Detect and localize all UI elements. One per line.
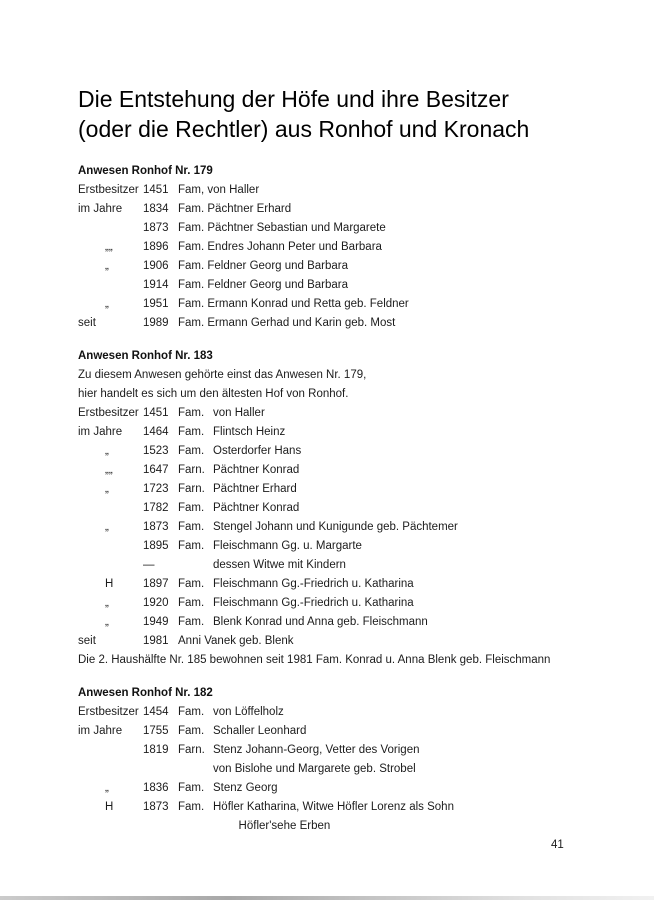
owner-row bbox=[78, 276, 612, 295]
owner-row bbox=[78, 556, 612, 575]
page-number: 41 bbox=[551, 839, 564, 851]
owner-row bbox=[78, 442, 612, 461]
owner-row bbox=[78, 594, 612, 613]
row-owner-name: dessen Witwe mit Kindern bbox=[213, 559, 346, 571]
owner-row bbox=[78, 314, 612, 333]
row-year: 1782 bbox=[143, 502, 169, 514]
row-label: im Jahre bbox=[78, 426, 123, 438]
row-label bbox=[78, 556, 143, 575]
row-year: 1896 bbox=[143, 241, 169, 253]
row-label bbox=[78, 760, 143, 779]
row-label: seit bbox=[78, 635, 96, 647]
sections-container bbox=[78, 162, 612, 836]
row-owner-name: Fleischmann Gg.-Friedrich u. Katharina bbox=[213, 597, 414, 609]
intro-line: hier handelt es sich um den ältesten Hof von Ronhof. bbox=[78, 388, 349, 400]
row-label: „ bbox=[105, 445, 109, 457]
row-owner-name: Pächtner Erhard bbox=[213, 483, 297, 495]
owner-row bbox=[78, 480, 612, 499]
row-year: 1920 bbox=[143, 597, 169, 609]
row-year: 1451 bbox=[143, 184, 169, 196]
anwesen-section bbox=[78, 347, 612, 670]
row-year: 1454 bbox=[143, 706, 169, 718]
row-label: Erstbesitzer bbox=[78, 706, 139, 718]
row-fam-prefix: Fam. bbox=[178, 801, 205, 813]
row-fam-prefix: Fam. bbox=[178, 540, 205, 552]
row-owner-name: Fleischmann Gg.-Friedrich u. Katharina bbox=[213, 578, 414, 590]
row-year: 1873 bbox=[143, 801, 169, 813]
owner-row bbox=[78, 423, 612, 442]
row-label: „„ bbox=[105, 241, 113, 253]
row-owner-name: Stenz Georg bbox=[213, 782, 278, 794]
row-year: 1647 bbox=[143, 464, 169, 476]
row-fam-prefix bbox=[178, 556, 213, 575]
row-fam-prefix: Fam. bbox=[178, 597, 205, 609]
owner-row bbox=[78, 798, 612, 817]
page-title-line2: (oder die Rechtler) aus Ronhof und Kronach bbox=[78, 116, 530, 142]
owner-row bbox=[78, 722, 612, 741]
row-fam-prefix: Fam. bbox=[178, 521, 205, 533]
row-year: 1464 bbox=[143, 426, 169, 438]
row-owner-name: Osterdorfer Hans bbox=[213, 445, 302, 457]
row-owner-name: Anni Vanek geb. Blenk bbox=[178, 635, 294, 647]
intro-line: Zu diesem Anwesen gehörte einst das Anwesen Nr. 179, bbox=[78, 369, 367, 381]
row-label: „ bbox=[105, 782, 109, 794]
owner-table bbox=[78, 181, 612, 333]
row-owner-name: von Löffelholz bbox=[213, 706, 284, 718]
row-year: 1451 bbox=[143, 407, 169, 419]
row-owner-name: Stenz Johann-Georg, Vetter des Vorigen bbox=[213, 744, 420, 756]
row-fam-prefix: Fam. bbox=[178, 578, 205, 590]
row-year: 1523 bbox=[143, 445, 169, 457]
row-year: 1819 bbox=[143, 744, 169, 756]
owner-table bbox=[78, 404, 612, 651]
row-owner-name: Fam. Pächtner Sebastian und Margarete bbox=[178, 222, 386, 234]
row-label bbox=[78, 817, 143, 836]
row-owner-name: Höfler'sehe Erben bbox=[213, 820, 331, 832]
row-label bbox=[78, 219, 143, 238]
row-owner-name: Höfler Katharina, Witwe Höfler Lorenz als Sohn bbox=[213, 801, 454, 813]
row-fam-prefix: Fam. bbox=[178, 782, 205, 794]
row-label bbox=[78, 276, 143, 295]
row-year: 1895 bbox=[143, 540, 169, 552]
section-heading: Anwesen Ronhof Nr. 183 bbox=[78, 350, 213, 362]
owner-row bbox=[78, 760, 612, 779]
owner-row bbox=[78, 613, 612, 632]
row-fam-prefix bbox=[178, 760, 213, 779]
owner-row bbox=[78, 200, 612, 219]
owner-row bbox=[78, 404, 612, 423]
row-label bbox=[78, 741, 143, 760]
row-owner-name: Fam. Ermann Gerhad und Karin geb. Most bbox=[178, 317, 396, 329]
row-label: H bbox=[105, 801, 114, 813]
row-owner-name: Flintsch Heinz bbox=[213, 426, 286, 438]
row-year: 1836 bbox=[143, 782, 169, 794]
section-heading: Anwesen Ronhof Nr. 179 bbox=[78, 165, 213, 177]
owner-row bbox=[78, 703, 612, 722]
row-owner-name: Fam. Endres Johann Peter und Barbara bbox=[178, 241, 382, 253]
row-label: seit bbox=[78, 317, 96, 329]
row-fam-prefix bbox=[178, 817, 213, 836]
owner-row bbox=[78, 575, 612, 594]
page-content bbox=[78, 84, 612, 836]
row-fam-prefix: Fam. bbox=[178, 407, 205, 419]
owner-row bbox=[78, 257, 612, 276]
owner-row bbox=[78, 499, 612, 518]
owner-row bbox=[78, 295, 612, 314]
row-year: 1906 bbox=[143, 260, 169, 272]
row-label: Erstbesitzer bbox=[78, 184, 139, 196]
row-fam-prefix: Farn. bbox=[178, 744, 205, 756]
row-label: „„ bbox=[105, 464, 113, 476]
row-fam-prefix: Fam. bbox=[178, 616, 205, 628]
row-owner-name: Stengel Johann und Kunigunde geb. Pächtemer bbox=[213, 521, 458, 533]
row-label: „ bbox=[105, 597, 109, 609]
row-label: im Jahre bbox=[78, 203, 123, 215]
row-year: 1989 bbox=[143, 317, 169, 329]
row-year: — bbox=[143, 559, 155, 571]
section-footer: Die 2. Haushälfte Nr. 185 bewohnen seit 1981 Fam. Konrad u. Anna Blenk geb. Fleischmann bbox=[78, 654, 551, 666]
row-year bbox=[143, 760, 178, 779]
row-year: 1873 bbox=[143, 521, 169, 533]
owner-row bbox=[78, 632, 612, 651]
row-label: „ bbox=[105, 616, 109, 628]
row-label: im Jahre bbox=[78, 725, 123, 737]
section-intro bbox=[78, 366, 612, 404]
row-label: „ bbox=[105, 483, 109, 495]
row-label bbox=[78, 537, 143, 556]
row-owner-name: Fleischmann Gg. u. Margarte bbox=[213, 540, 362, 552]
owner-row bbox=[78, 238, 612, 257]
owner-row bbox=[78, 817, 612, 836]
row-owner-name: Schaller Leonhard bbox=[213, 725, 307, 737]
row-owner-name: Fam. Pächtner Erhard bbox=[178, 203, 292, 215]
row-fam-prefix: Fam. bbox=[178, 725, 205, 737]
owner-row bbox=[78, 779, 612, 798]
owner-row bbox=[78, 741, 612, 760]
row-year: 1897 bbox=[143, 578, 169, 590]
row-label: „ bbox=[105, 298, 109, 310]
row-owner-name: von Bislohe und Margarete geb. Strobel bbox=[213, 763, 416, 775]
row-year: 1834 bbox=[143, 203, 169, 215]
owner-row bbox=[78, 537, 612, 556]
anwesen-section bbox=[78, 684, 612, 836]
anwesen-section bbox=[78, 162, 612, 333]
row-label bbox=[78, 499, 143, 518]
row-owner-name: Pächtner Konrad bbox=[213, 502, 300, 514]
owner-table bbox=[78, 703, 612, 836]
row-fam-prefix: Fam. bbox=[178, 426, 205, 438]
row-fam-prefix: Farn. bbox=[178, 464, 205, 476]
row-owner-name: Pächtner Konrad bbox=[213, 464, 300, 476]
row-year: 1723 bbox=[143, 483, 169, 495]
row-label: H bbox=[105, 578, 114, 590]
row-owner-name: Fam. Feldner Georg und Barbara bbox=[178, 260, 349, 272]
owner-row bbox=[78, 181, 612, 200]
row-year bbox=[143, 817, 178, 836]
row-year: 1873 bbox=[143, 222, 169, 234]
owner-row bbox=[78, 461, 612, 480]
scan-edge-artifact bbox=[0, 896, 654, 900]
section-heading: Anwesen Ronhof Nr. 182 bbox=[78, 687, 213, 699]
row-owner-name: Fam. Ermann Konrad und Retta geb. Feldner bbox=[178, 298, 409, 310]
row-year: 1951 bbox=[143, 298, 169, 310]
row-fam-prefix: Fam. bbox=[178, 706, 205, 718]
row-year: 1949 bbox=[143, 616, 169, 628]
owner-row bbox=[78, 518, 612, 537]
row-fam-prefix: Fam. bbox=[178, 502, 205, 514]
owner-row bbox=[78, 219, 612, 238]
row-fam-prefix: Farn. bbox=[178, 483, 205, 495]
row-year: 1981 bbox=[143, 635, 169, 647]
row-owner-name: Blenk Konrad und Anna geb. Fleischmann bbox=[213, 616, 428, 628]
page-title bbox=[78, 84, 612, 144]
row-fam-prefix: Fam. bbox=[178, 445, 205, 457]
row-label: „ bbox=[105, 521, 109, 533]
page-title-line1: Die Entstehung der Höfe und ihre Besitzer bbox=[78, 86, 509, 112]
row-year: 1755 bbox=[143, 725, 169, 737]
row-owner-name: Fam, von Haller bbox=[178, 184, 260, 196]
row-label: Erstbesitzer bbox=[78, 407, 139, 419]
row-label: „ bbox=[105, 260, 109, 272]
row-year: 1914 bbox=[143, 279, 169, 291]
row-owner-name: von Haller bbox=[213, 407, 265, 419]
row-owner-name: Fam. Feldner Georg und Barbara bbox=[178, 279, 349, 291]
